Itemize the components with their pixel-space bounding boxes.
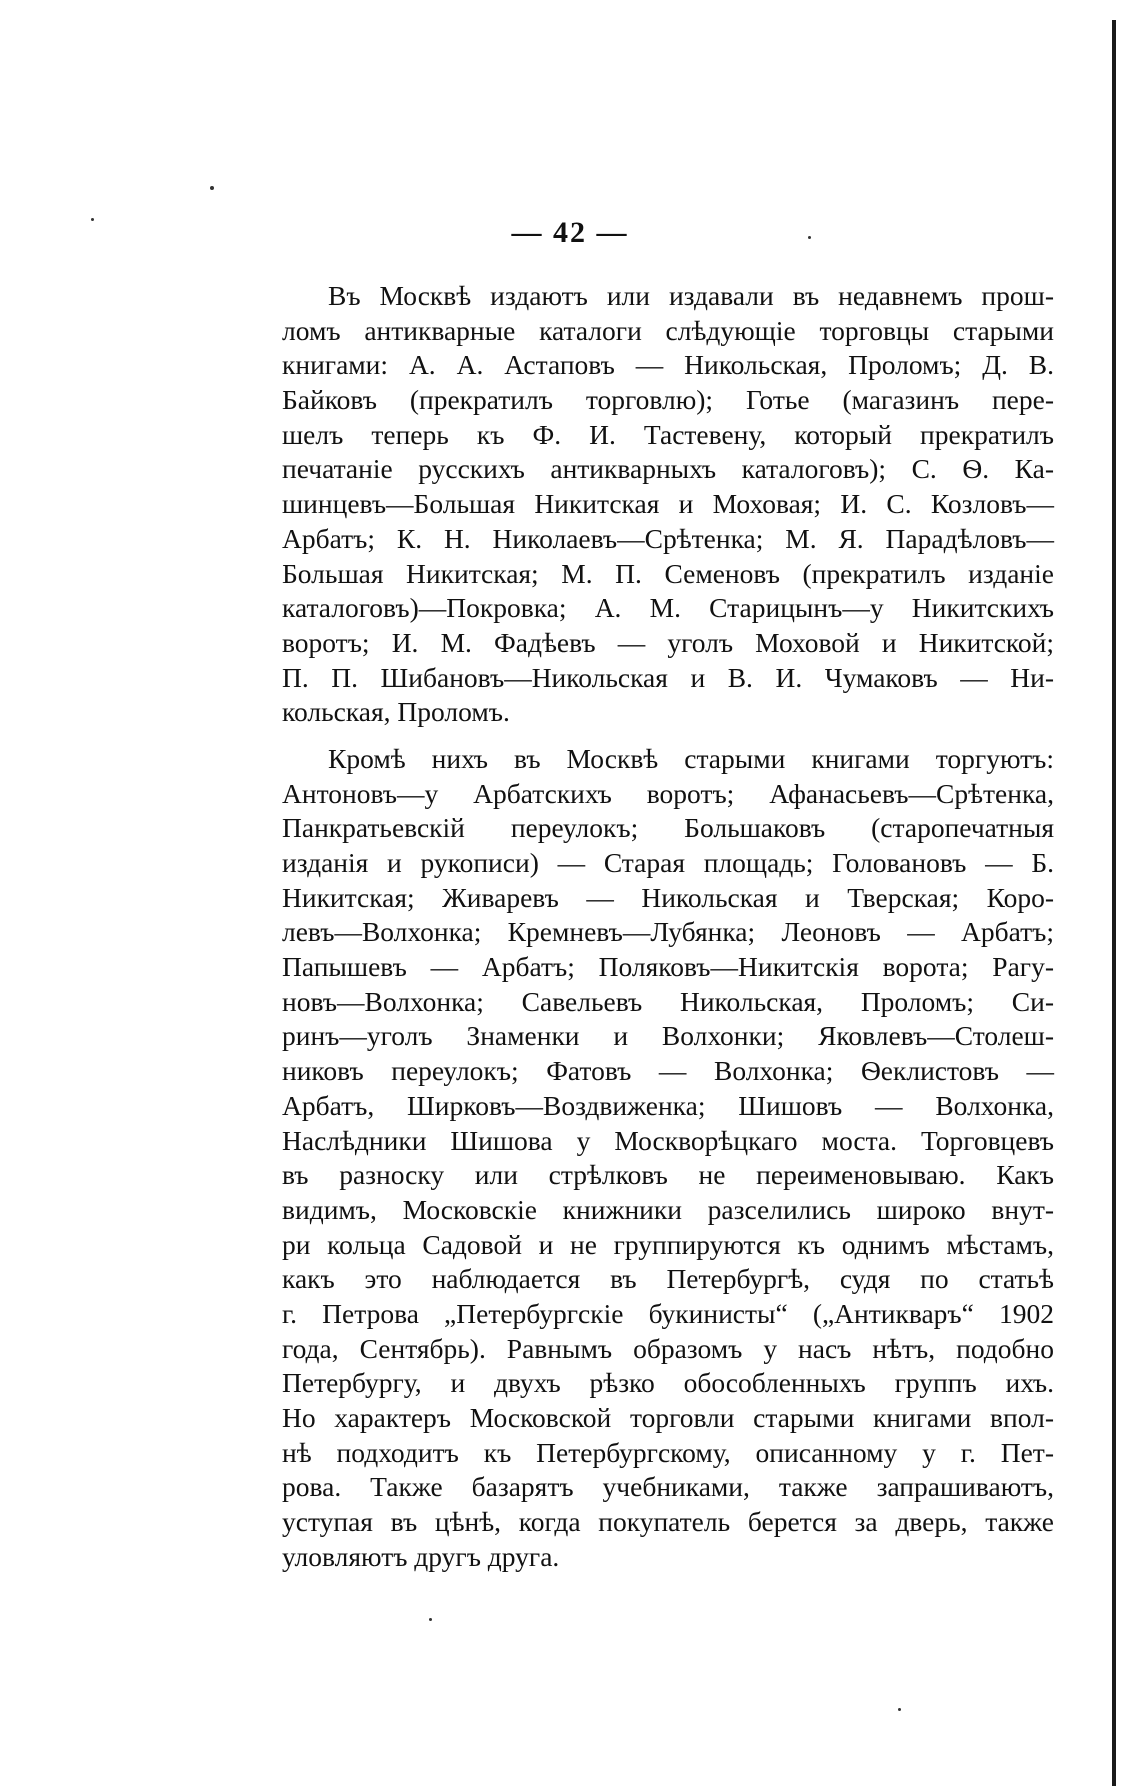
text-line: П. П. Шибановъ—Никольская и В. И. Чумаковъ — Ни- — [282, 661, 1054, 693]
text-line: уступая въ цѣнѣ, когда покупатель берется за дверь, также — [282, 1506, 1054, 1538]
text-line: видимъ, Московскіе книжники разселились широко внут- — [282, 1193, 1054, 1225]
text-line: никовъ переулокъ; Фатовъ — Волхонка; Ѳеклистовъ — — [282, 1055, 1054, 1087]
print-speck — [429, 1618, 432, 1621]
print-speck — [898, 1708, 901, 1711]
text-line: рова. Также базарятъ учебниками, также запрашиваютъ, — [282, 1471, 1054, 1503]
text-line: левъ—Волхонка; Кремневъ—Лубянка; Леоновъ — Арбатъ; — [282, 916, 1054, 948]
text-line: Никитская; Живаревъ — Никольская и Тверская; Коро- — [282, 881, 1054, 913]
text-line: Арбатъ; К. Н. Николаевъ—Срѣтенка; М. Я. Парадѣловъ— — [282, 522, 1054, 554]
text-line: Петербургу, и двухъ рѣзко обособленныхъ группъ ихъ. — [282, 1367, 1054, 1399]
page-number: — 42 — — [511, 216, 629, 249]
text-line: г. Петрова „Петербургскіе букинисты“ („Антикваръ“ 1902 — [282, 1297, 1054, 1329]
text-line: Наслѣдники Шишова у Москворѣцкаго моста. Торговцевъ — [282, 1124, 1054, 1156]
text-line: Папышевъ — Арбатъ; Поляковъ—Никитскія ворота; Рагу- — [282, 951, 1054, 983]
text-line: печатаніе русскихъ антикварныхъ каталоговъ); С. Ѳ. Ка- — [282, 453, 1054, 485]
body-text — [282, 279, 1054, 1574]
text-line: изданія и рукописи) — Старая площадь; Головановъ — Б. — [282, 847, 1054, 878]
text-line: шелъ теперь къ Ф. И. Тастевену, который прекратилъ — [282, 418, 1054, 450]
text-line: каталоговъ)—Покровка; А. М. Старицынъ—у Никитскихъ — [282, 592, 1054, 624]
text-line: Въ Москвѣ издаютъ или издавали въ недавнемъ прош- — [328, 280, 1054, 311]
paragraph — [282, 742, 1054, 1575]
text-line: какъ это наблюдается въ Петербургѣ, судя по статьѣ — [282, 1263, 1054, 1295]
text-line: Панкратьевскій переулокъ; Большаковъ (старопечатныя — [282, 812, 1054, 844]
text-line: книгами: А. А. Астаповъ — Никольская, Проломъ; Д. В. — [282, 349, 1054, 381]
text-line: ломъ антикварные каталоги слѣдующіе торговцы старыми — [282, 314, 1054, 346]
text-line: новъ—Волхонка; Савельевъ Никольская, Проломъ; Си- — [282, 985, 1054, 1017]
text-line: Байковъ (прекратилъ торговлю); Готье (магазинъ пере- — [282, 384, 1054, 416]
text-line: Но характеръ Московской торговли старыми книгами впол- — [282, 1402, 1054, 1433]
text-line: ринъ—уголъ Знаменки и Волхонки; Яковлевъ—Столеш- — [282, 1020, 1054, 1052]
paragraph — [282, 279, 1054, 730]
page-edge-rule — [1112, 20, 1116, 1786]
text-line: Большая Никитская; М. П. Семеновъ (прекратилъ изданіе — [282, 557, 1054, 589]
text-line: нѣ подходитъ къ Петербургскому, описанному у г. Пет- — [282, 1436, 1054, 1468]
text-line: Антоновъ—у Арбатскихъ воротъ; Афанасьевъ—Срѣтенка, — [282, 777, 1054, 809]
text-line: года, Сентябрь). Равнымъ образомъ у насъ нѣтъ, подобно — [282, 1332, 1054, 1364]
print-speck — [210, 186, 214, 190]
text-line: воротъ; И. М. Фадѣевъ — уголъ Моховой и Никитской; — [282, 626, 1054, 658]
text-line: Арбатъ, Ширковъ—Воздвиженка; Шишовъ — Волхонка, — [282, 1089, 1054, 1121]
text-line: ри кольца Садовой и не группируются къ однимъ мѣстамъ, — [282, 1228, 1054, 1260]
text-line: уловляютъ другъ друга. — [282, 1540, 560, 1572]
text-line: шинцевъ—Большая Никитская и Моховая; И. С. Козловъ— — [282, 488, 1054, 520]
text-line: въ разноску или стрѣлковъ не переименовываю. Какъ — [282, 1159, 1054, 1191]
text-line: кольская, Проломъ. — [282, 696, 510, 728]
text-line: Кромѣ нихъ въ Москвѣ старыми книгами торгуютъ: — [328, 742, 1054, 774]
paragraph-gap — [282, 730, 1054, 742]
